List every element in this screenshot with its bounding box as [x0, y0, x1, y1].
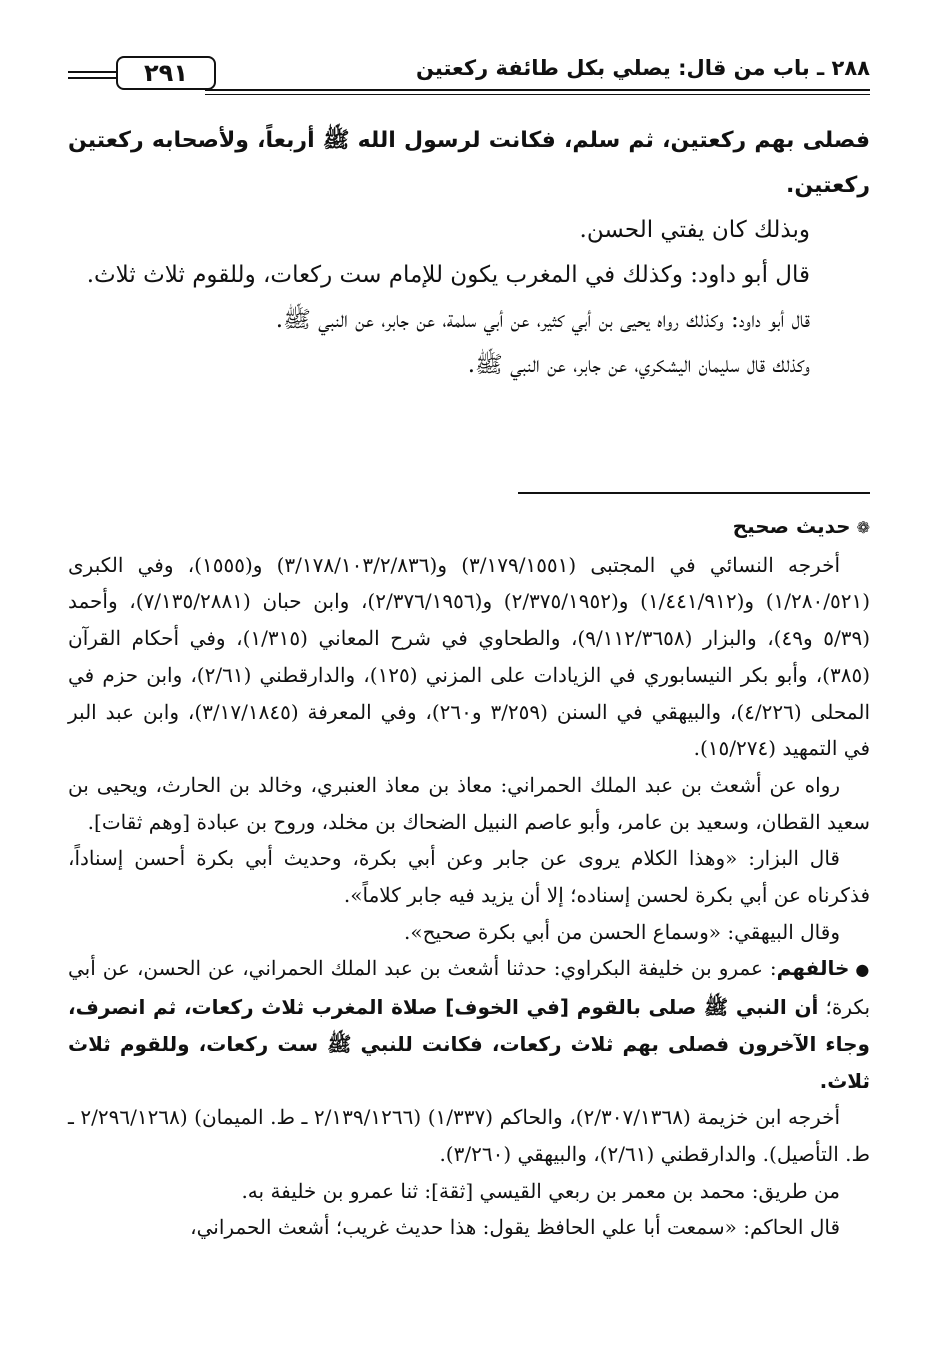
hadith-text: فصلى بهم ركعتين، ثم سلم، فكانت لرسول الله ﷺ أربعاً، ولأصحابه ركعتين ركعتين. — [68, 128, 870, 198]
page-number: ٢٩١ — [116, 56, 216, 90]
contrary-chain: : عمرو بن خليفة البكراوي: حدثنا أشعث بن عبد الملك الحمراني، عن الحسن، عن أبي بكرة؛ — [68, 956, 871, 1020]
bullet-icon: ● — [855, 960, 870, 980]
contrary-label: خالفهم — [776, 956, 850, 981]
route-paragraph: من طريق: محمد بن معمر بن ربعي القيسي [ثقة]: ثنا عمرو بن خليفة به. — [241, 1178, 840, 1203]
hadith-grade: حديث صحيح — [732, 514, 851, 538]
takhrij-paragraph: أخرجه النسائي في المجتبى (٣/١٧٩/١٥٥١) و(٣/١٧٨/١٠٣/٢/٨٣٦) و(١٥٥٥)، وفي الكبرى (١/٢٨٠/٥٢١) و(١/٤٤١/٩١٢) و(٢/٣٧٥/١٩٥٢) و(٢/٣٧٦/١٩٥٦)، وابن حبان (٧/١٣٥/٢٨٨١)، وأحمد (٥/٣٩ و٤٩)، والبزار (٩/١١٢/٣٦٥٨)، والطحاوي في شرح المعاني (١/٣١٥)، وفي أحكام القرآن (٣٨٥)، وأبو بكر النيسابوري في الزيادات على المزني (١٢٥)، والدارقطني (٢/٦١)، وابن حزم في المحلى (٤/٢٢٦)، والبيهقي في السنن (٣/٢٥٩ و٢٦٠)، وفي المعرفة (٣/١٧/١٨٤٥)، وابن عبد البر في التمهيد (١٥/٢٧٤). — [68, 552, 871, 761]
contrary-report — [68, 950, 870, 1099]
header-rule — [205, 94, 870, 95]
page-header — [68, 54, 870, 94]
paragraph: وبذلك كان يفتي الحسن. — [579, 217, 810, 243]
running-title: ٢٨٨ ـ باب من قال: يصلي بكل طائفة ركعتين — [416, 56, 870, 80]
bazzar-quote: قال البزار: «وهذا الكلام يروى عن جابر وعن أبي بكرة، وحديث أبي بكرة أحسن إسناداً، فذكرناه عن أبي بكرة لحسن إسناده؛ إلا أن يزيد فيه جابر كلاماً». — [68, 846, 870, 908]
main-text — [68, 118, 870, 388]
ornament-line — [68, 77, 116, 79]
flower-icon: ❁ — [856, 518, 870, 537]
paragraph: قال أبو داود: وكذلك رواه يحيى بن أبي كثير، عن أبي سلمة، عن جابر، عن النبي ﷺ. — [275, 307, 810, 333]
narrators-paragraph: رواه عن أشعث بن عبد الملك الحمراني: معاذ بن معاذ العنبري، وخالد بن الحارث، ويحيى بن سعيد القطان، وسعيد بن عامر، وأبو عاصم النبيل الضحاك بن مخلد، وروح بن عبادة [وهم ثقات]. — [68, 772, 870, 834]
hakim-quote: قال الحاكم: «سمعت أبا علي الحافظ يقول: هذا حديث غريب؛ أشعث الحمراني، — [190, 1215, 840, 1240]
page-number-ornament — [68, 54, 228, 94]
header-rule — [205, 89, 870, 91]
contrary-matn: أن النبي ﷺ صلى بالقوم [في الخوف] صلاة المغرب ثلاث ركعات، ثم انصرف، وجاء الآخرون فصلى بهم ثلاث ركعات، فكانت للنبي ﷺ ست ركعات، وللقوم ثلاث ثلاث. — [68, 995, 870, 1093]
paragraph: وكذلك قال سليمان اليشكري، عن جابر، عن النبي ﷺ. — [467, 352, 810, 378]
bayhaqi-quote: وقال البيهقي: «وسماع الحسن من أبي بكرة صحيح». — [404, 919, 840, 944]
commentary — [68, 508, 870, 1246]
paragraph: قال أبو داود: وكذلك في المغرب يكون للإمام ست ركعات، وللقوم ثلاث ثلاث. — [86, 262, 810, 288]
footnote-separator — [518, 492, 870, 494]
takhrij-paragraph: أخرجه ابن خزيمة (٢/٣٠٧/١٣٦٨)، والحاكم (١/٣٣٧) (٢/١٣٩/١٢٦٦ ـ ط. الميمان) (٢/٢٩٦/١٢٦٨ ـ ط. التأصيل). والدارقطني (٢/٦١)، والبيهقي (٣/٢٦٠). — [68, 1105, 870, 1166]
grade-line — [68, 508, 870, 547]
ornament-line — [68, 71, 116, 73]
